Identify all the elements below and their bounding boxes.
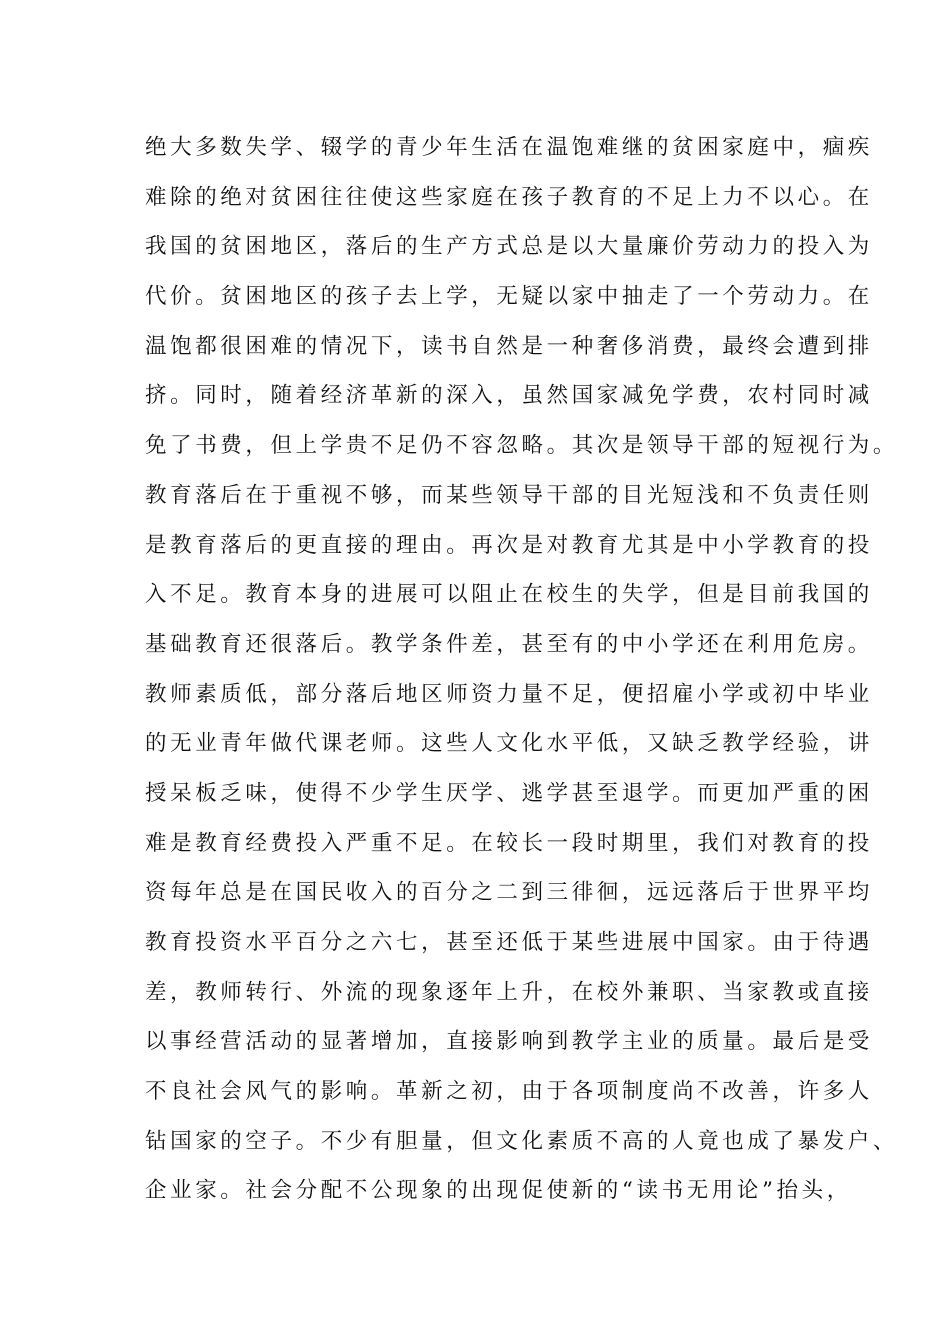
text-line-9: 是教育落后的更直接的理由。再次是对教育尤其是中小学教育的投 [145, 532, 873, 558]
text-line-1: 绝大多数失学、辍学的青少年生活在温饱难继的贫困家庭中，痼疾 [145, 135, 873, 160]
text-line-18: 差，教师转行、外流的现象逐年上升，在校外兼职、当家教或直接 [145, 979, 873, 1005]
text-line-5: 温饱都很困难的情况下，读书自然是一种奢侈消费，最终会遭到排 [145, 333, 873, 359]
text-line-10: 入不足。教育本身的进展可以阻止在校生的失学，但是目前我国的 [145, 582, 873, 608]
text-line-2: 难除的绝对贫困往往使这些家庭在孩子教育的不足上力不以心。在 [145, 184, 873, 210]
text-line-17: 教育投资水平百分之六七，甚至还低于某些进展中国家。由于待遇 [145, 930, 873, 955]
text-line-11: 基础教育还很落后。教学条件差，甚至有的中小学还在利用危房。 [145, 631, 873, 657]
text-line-13: 的无业青年做代课老师。这些人文化水平低，又缺乏教学经验，讲 [145, 731, 873, 757]
body-text [145, 128, 899, 1221]
text-line-16: 资每年总是在国民收入的百分之二到三徘徊，远远落后于世界平均 [145, 880, 873, 906]
text-line-20: 不良社会风气的影响。革新之初，由于各项制度尚不改善，许多人 [145, 1079, 873, 1105]
text-line-15: 难是教育经费投入严重不足。在较长一段时期里，我们对教育的投 [145, 830, 873, 856]
text-line-7: 免了书费，但上学贵不足仍不容忽略。其次是领导干部的短视行为。 [145, 433, 899, 459]
text-line-3: 我国的贫困地区，落后的生产方式总是以大量廉价劳动力的投入为 [145, 234, 873, 260]
text-line-21: 钻国家的空子。不少有胆量，但文化素质不高的人竟也成了暴发户、 [145, 1128, 899, 1154]
text-line-8: 教育落后在于重视不够，而某些领导干部的目光短浅和不负责任则 [145, 482, 873, 508]
text-line-4: 代价。贫困地区的孩子去上学，无疑以家中抽走了一个劳动力。在 [145, 284, 873, 310]
text-line-14: 授呆板乏味，使得不少学生厌学、逃学甚至退学。而更加严重的困 [145, 780, 873, 806]
text-line-12: 教师素质低，部分落后地区师资力量不足，便招雇小学或初中毕业 [145, 681, 873, 707]
text-line-19: 以事经营活动的显著增加，直接影响到教学主业的质量。最后是受 [145, 1029, 873, 1055]
text-line-6: 挤。同时，随着经济革新的深入，虽然国家减免学费，农村同时减 [145, 383, 873, 409]
text-line-22: 企业家。社会分配不公现象的出现促使新的“读书无用论”抬头， [145, 1178, 852, 1204]
